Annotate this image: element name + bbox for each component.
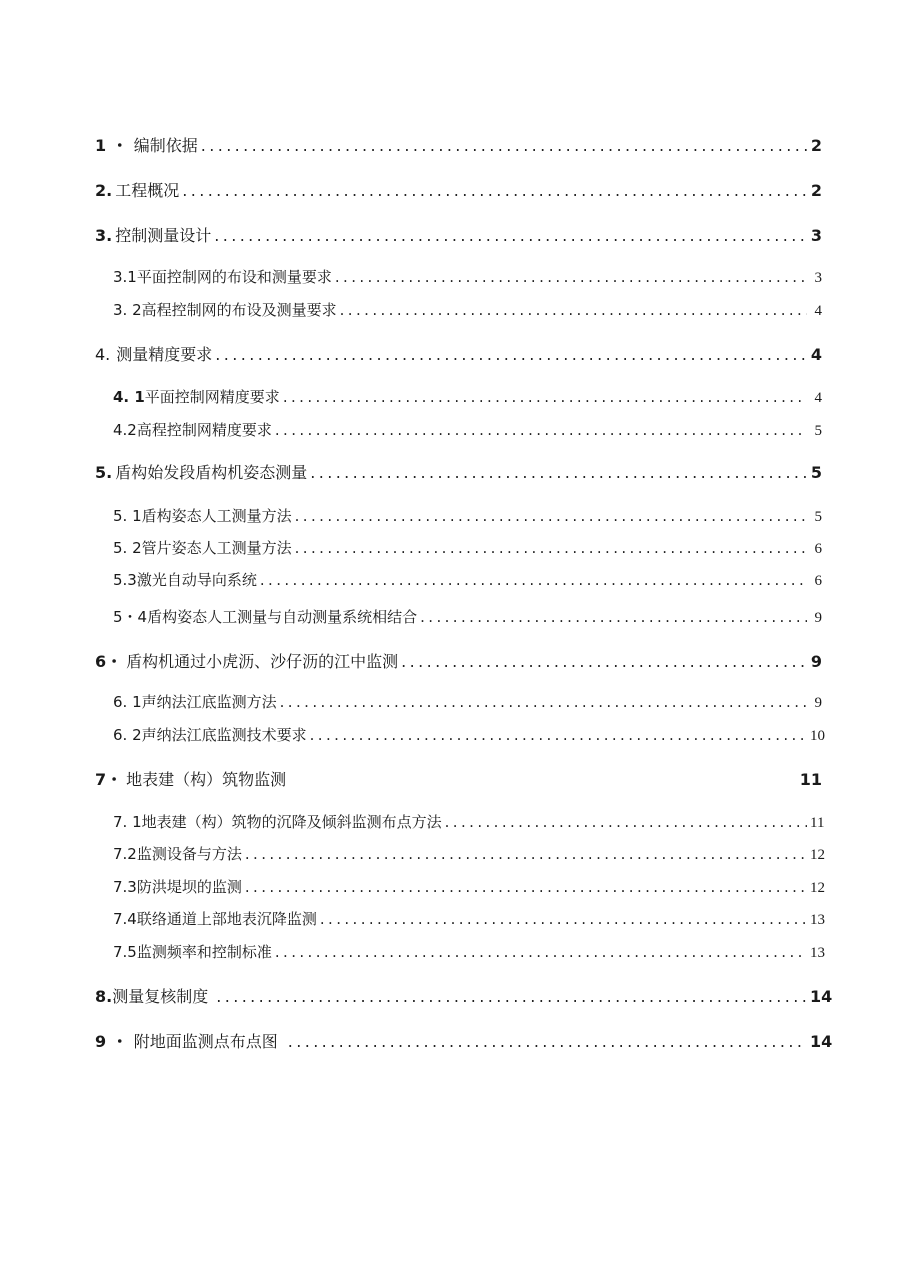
toc-entry-title: 盾构机通过小虎沥、沙仔沥的江中监测 (126, 652, 399, 671)
toc-entry-title: 编制依据 (133, 136, 198, 155)
toc-entry-number: 9 ・ (95, 1032, 128, 1051)
toc-leader-dots (260, 571, 807, 589)
toc-leader-dots (215, 345, 807, 364)
toc-leader-dots (214, 226, 807, 245)
toc-entry-page: 12 (810, 847, 825, 863)
toc-entry-4-2 (113, 419, 822, 443)
toc-entry-title: 盾构姿态人工测量方法 (141, 507, 292, 525)
toc-entry-page: 10 (810, 728, 825, 744)
toc-entry-page: 5 (814, 509, 822, 525)
toc-leader-dots (295, 507, 807, 525)
toc-entry-page: 14 (810, 987, 833, 1006)
toc-leader-dots (245, 878, 807, 896)
toc-entry-7-2 (113, 843, 825, 867)
toc-entry-page: 4 (814, 303, 822, 319)
toc-leader-dots (310, 726, 807, 744)
toc-entry-7 (95, 767, 822, 791)
toc-entry-title: 测量精度要求 (116, 345, 213, 364)
toc-entry-page: 9 (814, 695, 822, 711)
toc-entry-number: 5. 2 (113, 539, 142, 557)
toc-entry-page: 12 (810, 880, 825, 896)
toc-leader-dots (310, 463, 807, 482)
toc-entry-title: 高程控制网精度要求 (136, 421, 272, 439)
toc-leader-dots (280, 693, 807, 711)
toc-entry-title: 管片姿态人工测量方法 (141, 539, 292, 557)
toc-entry-page: 4 (814, 390, 822, 406)
toc-entry-number: 6. 2 (113, 726, 142, 744)
toc-entry-5-2 (113, 537, 822, 561)
toc-entry-5-4 (113, 606, 822, 630)
toc-entry-page: 5 (814, 423, 822, 439)
toc-entry-page: 2 (810, 136, 822, 155)
toc-entry-title: 声纳法江底监测方法 (141, 693, 277, 711)
toc-entry-3-2 (113, 299, 822, 323)
toc-entry-page: 9 (814, 610, 822, 626)
toc-entry-number: 8. (95, 987, 113, 1006)
toc-entry-title: 监测频率和控制标准 (136, 943, 272, 961)
toc-entry-page: 3 (810, 226, 822, 245)
toc-entry-page: 6 (814, 541, 822, 557)
toc-entry-page: 11 (799, 770, 822, 789)
toc-entry-page: 11 (810, 815, 825, 831)
toc-leader-dots (295, 539, 807, 557)
toc-entry-3 (95, 223, 822, 247)
toc-leader-dots (275, 943, 807, 961)
toc-entry-title: 地表建（构）筑物监测 (126, 770, 287, 789)
toc-entry-7-4 (113, 908, 825, 932)
toc-entry-number: 4.2 (113, 421, 137, 439)
toc-entry-9 (95, 1029, 833, 1053)
toc-entry-number: 7・ (95, 770, 123, 789)
toc-leader-dots (201, 136, 807, 155)
toc-entry-title: 附地面监测点布点图 (133, 1032, 278, 1051)
toc-entry-number: 7.2 (113, 845, 137, 863)
toc-entry-6-2 (113, 724, 825, 748)
toc-entry-title: 测量复核制度 (112, 987, 209, 1006)
toc-entry-6 (95, 649, 822, 673)
toc-leader-dots (420, 608, 807, 626)
toc-entry-4 (95, 342, 822, 366)
toc-entry-5-1 (113, 505, 822, 529)
toc-leader-dots (245, 845, 807, 863)
toc-entry-2 (95, 178, 822, 202)
toc-entry-number: 3. 2 (113, 301, 142, 319)
toc-entry-5-3 (113, 569, 822, 593)
toc-entry-title: 防洪堤坝的监测 (136, 878, 242, 896)
toc-leader-dots (182, 181, 807, 200)
toc-entry-title: 平面控制网的布设和测量要求 (136, 268, 332, 286)
toc-entry-page: 13 (810, 945, 825, 961)
toc-entry-number: 4. 1 (113, 388, 145, 406)
toc-entry-6-1 (113, 691, 822, 715)
toc-entry-4-1 (113, 386, 822, 410)
toc-entry-number: 5・4 (113, 608, 148, 626)
toc-entry-page: 14 (810, 1032, 833, 1051)
toc-entry-title: 激光自动导向系统 (136, 571, 257, 589)
toc-entry-number: 3.1 (113, 268, 137, 286)
toc-entry-title: 工程概况 (115, 181, 180, 200)
toc-entry-number: 7.3 (113, 878, 137, 896)
toc-entry-number: 7. 1 (113, 813, 142, 831)
toc-entry-7-5 (113, 941, 825, 965)
toc-entry-page: 2 (810, 181, 822, 200)
toc-entry-title: 联络通道上部地表沉降监测 (136, 910, 317, 928)
toc-leader-dots (216, 987, 807, 1006)
toc-entry-page: 6 (814, 573, 822, 589)
toc-leader-dots (288, 1032, 807, 1051)
toc-entry-page: 4 (810, 345, 822, 364)
toc-entry-number: 7.5 (113, 943, 137, 961)
toc-entry-page: 9 (810, 652, 822, 671)
toc-entry-title: 监测设备与方法 (136, 845, 242, 863)
toc-entry-7-3 (113, 876, 825, 900)
toc-entry-number: 6. 1 (113, 693, 142, 711)
toc-entry-page: 5 (810, 463, 822, 482)
toc-entry-8 (95, 984, 833, 1008)
toc-entry-number: 5. (95, 463, 113, 482)
toc-leader-dots (340, 301, 807, 319)
toc-entry-number: 2. (95, 181, 113, 200)
toc-entry-title: 盾构始发段盾构机姿态测量 (115, 463, 308, 482)
toc-entry-number: 6・ (95, 652, 123, 671)
toc-entry-title: 平面控制网精度要求 (144, 388, 280, 406)
toc-entry-number: 4. (95, 345, 111, 364)
toc-entry-number: 7.4 (113, 910, 137, 928)
toc-entry-3-1 (113, 266, 822, 290)
toc-entry-number: 3. (95, 226, 113, 245)
toc-entry-title: 声纳法江底监测技术要求 (141, 726, 307, 744)
toc-entry-number: 5. 1 (113, 507, 142, 525)
toc-entry-1 (95, 133, 822, 157)
toc-leader-dots (335, 268, 807, 286)
toc-entry-page: 13 (810, 912, 825, 928)
toc-entry-title: 地表建（构）筑物的沉降及倾斜监测布点方法 (141, 813, 442, 831)
toc-entry-number: 5.3 (113, 571, 137, 589)
toc-entry-title: 盾构姿态人工测量与自动测量系统相结合 (147, 608, 418, 626)
toc-entry-5 (95, 460, 822, 484)
toc-leader-dots (283, 388, 807, 406)
toc-leader-dots (401, 652, 807, 671)
toc-leader-dots (275, 421, 807, 439)
toc-leader-dots (445, 813, 807, 831)
toc-entry-title: 控制测量设计 (115, 226, 212, 245)
toc-entry-7-1 (113, 811, 825, 835)
toc-leader-dots (320, 910, 807, 928)
toc-entry-title: 高程控制网的布设及测量要求 (141, 301, 337, 319)
toc-entry-number: 1 ・ (95, 136, 128, 155)
toc-entry-page: 3 (814, 270, 822, 286)
